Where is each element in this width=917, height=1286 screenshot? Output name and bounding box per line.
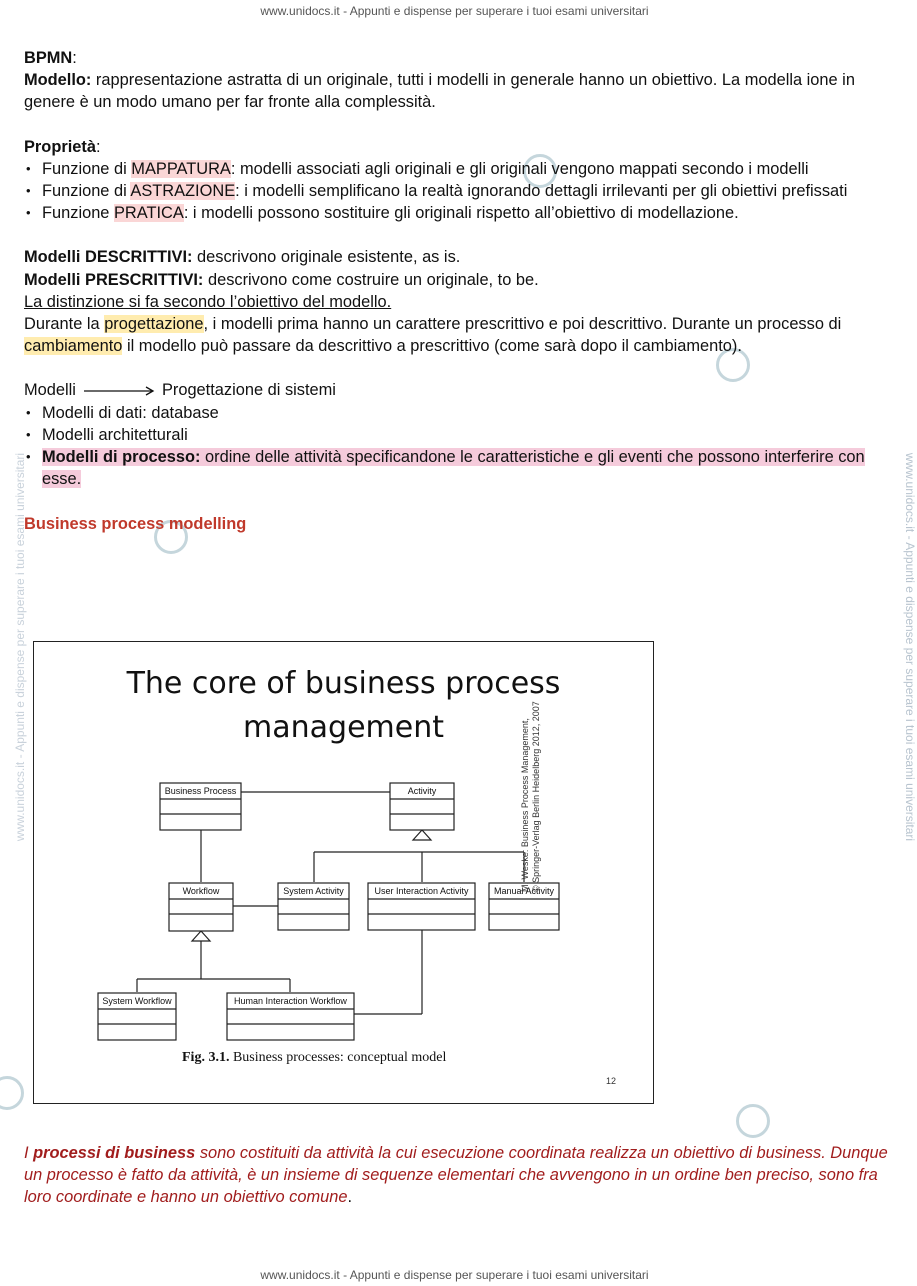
document-body — [24, 47, 894, 536]
list-item: • Funzione di ASTRAZIONE: i modelli semplificano la realtà ignorando dettagli irrilevanti per gli obiettivi prefissati — [24, 180, 894, 202]
watermark-bottom: www.unidocs.it - Appunti e dispense per superare i tuoi esami universitari — [260, 1268, 649, 1282]
durante-paragraph: Durante la progettazione, i modelli prima hanno un carattere prescrittivo e poi descrittivo. Durante un processo di cambiamento il modello può passare da descrittivo a prescrittivo (come sarà dopo il cambiamento). — [24, 315, 842, 356]
slide-title: The core of business process management — [126, 666, 561, 745]
right-arrow-icon — [84, 385, 156, 397]
modelli-list — [24, 402, 894, 491]
modelli-descrittivi: Modelli DESCRITTIVI: descrivono originale esistente, as is. — [24, 248, 461, 267]
list-item: • Funzione di MAPPATURA: modelli associati agli originali e gli originali vengono mappati secondo i modelli — [24, 158, 894, 180]
slide-credit: M. Weske: Business Process Management, © Springer-Verlag Berlin Heidelberg 2012, 2007 — [520, 701, 541, 892]
bpmn-heading: BPMN: — [24, 49, 77, 67]
inheritance-triangle — [413, 830, 431, 840]
slide-page-number: 12 — [606, 1076, 617, 1086]
list-item: • Modelli di dati: database — [24, 402, 894, 424]
modelli-arrow-line: Modelli Progettazione di sistemi — [24, 381, 336, 400]
list-item: • Funzione PRATICA: i modelli possono sostituire gli originali rispetto all’obiettivo di modellazione. — [24, 202, 894, 224]
uml-diagram — [34, 642, 653, 1103]
watermark-top: www.unidocs.it - Appunti e dispense per superare i tuoi esami universitari — [260, 4, 649, 18]
proprieta-list — [24, 158, 894, 225]
figure-caption: Fig. 3.1. Business processes: conceptual model — [182, 1050, 447, 1065]
class-label: Business Process — [164, 786, 237, 796]
class-label: User Interaction Activity — [374, 886, 469, 896]
class-label: Human Interaction Workflow — [234, 996, 347, 1006]
watermark-left: www.unidocs.it - Appunti e dispense per superare i tuoi esami universitari — [13, 452, 27, 842]
list-item: • Modelli di processo: ordine delle attività specificandone le caratteristiche e gli eventi che possono interferire con esse. — [24, 446, 894, 490]
proprieta-heading: Proprietà: — [24, 137, 101, 156]
slide-figure — [33, 641, 654, 1104]
modello-definition: Modello: rappresentazione astratta di un originale, tutti i modelli in generale hanno un obiettivo. La modella ione in genere è un modo umano per far fronte alla complessità. — [24, 71, 855, 112]
list-item: • Modelli architetturali — [24, 424, 894, 446]
class-label: Workflow — [182, 886, 220, 896]
unidocs-logo-icon — [0, 1076, 24, 1110]
closing-paragraph: I processi di business sono costituiti da attività la cui esecuzione coordinata realizza un obiettivo di business. Dunque un processo è fatto da attività, è un insieme di sequenze elementari che avvengono in un ordine ben preciso, sono fra loro coordinate e hanno un obiettivo comune. — [24, 1144, 888, 1207]
inheritance-triangle — [192, 931, 210, 941]
distinzione-note: La distinzione si fa secondo l’obiettivo del modello. — [24, 292, 392, 311]
class-label: Activity — [407, 786, 437, 796]
unidocs-logo-icon — [736, 1104, 770, 1138]
class-label: System Workflow — [102, 996, 172, 1006]
class-label: Manual Activity — [493, 886, 555, 896]
section-title: Business process modelling — [24, 515, 247, 534]
modelli-prescrittivi: Modelli PRESCRITTIVI: descrivono come costruire un originale, to be. — [24, 270, 539, 289]
class-label: System Activity — [283, 886, 344, 896]
watermark-right: www.unidocs.it - Appunti e dispense per superare i tuoi esami universitari — [903, 452, 917, 842]
